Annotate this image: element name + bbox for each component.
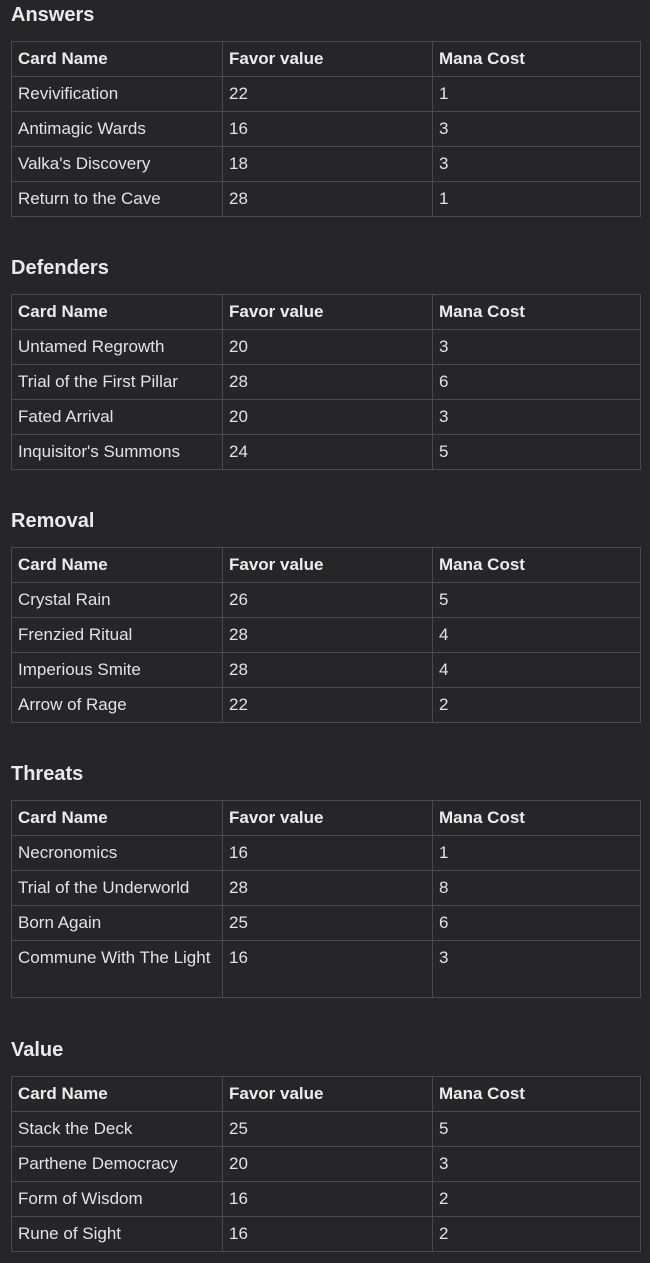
cards-table bbox=[11, 1076, 641, 1252]
table-row bbox=[12, 77, 641, 112]
favor-value-cell: 22 bbox=[223, 77, 433, 112]
cards-table bbox=[11, 800, 641, 998]
card-name-cell: Frenzied Ritual bbox=[12, 618, 223, 653]
cards-table bbox=[11, 41, 641, 217]
header-card-name: Card Name bbox=[12, 1077, 223, 1112]
table-row bbox=[12, 330, 641, 365]
card-name-cell: Born Again bbox=[12, 906, 223, 941]
header-favor-value: Favor value bbox=[223, 42, 433, 77]
header-favor-value: Favor value bbox=[223, 1077, 433, 1112]
mana-cost-cell: 3 bbox=[433, 330, 641, 365]
favor-value-cell: 28 bbox=[223, 365, 433, 400]
table-header-row bbox=[12, 42, 641, 77]
favor-value-cell: 16 bbox=[223, 836, 433, 871]
favor-value-cell: 26 bbox=[223, 583, 433, 618]
table-row bbox=[12, 365, 641, 400]
table-row bbox=[12, 871, 641, 906]
cards-table bbox=[11, 547, 641, 723]
favor-value-cell: 16 bbox=[223, 1182, 433, 1217]
mana-cost-cell: 6 bbox=[433, 906, 641, 941]
mana-cost-cell: 5 bbox=[433, 435, 641, 470]
favor-value-cell: 16 bbox=[223, 112, 433, 147]
header-favor-value: Favor value bbox=[223, 295, 433, 330]
table-row bbox=[12, 618, 641, 653]
favor-value-cell: 25 bbox=[223, 906, 433, 941]
table-row bbox=[12, 1147, 641, 1182]
header-mana-cost: Mana Cost bbox=[433, 801, 641, 836]
table-row bbox=[12, 112, 641, 147]
card-name-cell: Necronomics bbox=[12, 836, 223, 871]
section-title: Removal bbox=[11, 510, 95, 532]
card-name-cell: Arrow of Rage bbox=[12, 688, 223, 723]
mana-cost-cell: 5 bbox=[433, 583, 641, 618]
mana-cost-cell: 5 bbox=[433, 1112, 641, 1147]
table-row bbox=[12, 400, 641, 435]
mana-cost-cell: 1 bbox=[433, 182, 641, 217]
section-title: Threats bbox=[11, 763, 84, 785]
header-card-name: Card Name bbox=[12, 548, 223, 583]
favor-value-cell: 18 bbox=[223, 147, 433, 182]
mana-cost-cell: 1 bbox=[433, 77, 641, 112]
card-name-cell: Trial of the Underworld bbox=[12, 871, 223, 906]
favor-value-cell: 28 bbox=[223, 871, 433, 906]
header-mana-cost: Mana Cost bbox=[433, 1077, 641, 1112]
favor-value-cell: 22 bbox=[223, 688, 433, 723]
mana-cost-cell: 2 bbox=[433, 1182, 641, 1217]
favor-value-cell: 16 bbox=[223, 941, 433, 998]
favor-value-cell: 20 bbox=[223, 330, 433, 365]
card-name-cell: Untamed Regrowth bbox=[12, 330, 223, 365]
table-row bbox=[12, 836, 641, 871]
section-threats bbox=[11, 759, 640, 998]
section-answers bbox=[11, 0, 640, 217]
table-row bbox=[12, 1112, 641, 1147]
table-row bbox=[12, 583, 641, 618]
favor-value-cell: 20 bbox=[223, 400, 433, 435]
mana-cost-cell: 4 bbox=[433, 653, 641, 688]
mana-cost-cell: 2 bbox=[433, 688, 641, 723]
favor-value-cell: 24 bbox=[223, 435, 433, 470]
table-header-row bbox=[12, 295, 641, 330]
mana-cost-cell: 3 bbox=[433, 400, 641, 435]
cards-table bbox=[11, 294, 641, 470]
mana-cost-cell: 3 bbox=[433, 1147, 641, 1182]
header-card-name: Card Name bbox=[12, 801, 223, 836]
favor-value-cell: 28 bbox=[223, 653, 433, 688]
card-name-cell: Rune of Sight bbox=[12, 1217, 223, 1252]
header-card-name: Card Name bbox=[12, 42, 223, 77]
favor-value-cell: 25 bbox=[223, 1112, 433, 1147]
section-title: Answers bbox=[11, 4, 95, 26]
table-row bbox=[12, 941, 641, 998]
section-title: Defenders bbox=[11, 257, 109, 279]
section-title: Value bbox=[11, 1039, 64, 1061]
table-row bbox=[12, 906, 641, 941]
header-favor-value: Favor value bbox=[223, 548, 433, 583]
card-name-cell: Stack the Deck bbox=[12, 1112, 223, 1147]
table-row bbox=[12, 653, 641, 688]
section-removal bbox=[11, 506, 640, 723]
header-mana-cost: Mana Cost bbox=[433, 295, 641, 330]
table-row bbox=[12, 435, 641, 470]
table-row bbox=[12, 182, 641, 217]
card-name-cell: Parthene Democracy bbox=[12, 1147, 223, 1182]
card-name-cell: Commune With The Light bbox=[12, 941, 223, 998]
table-header-row bbox=[12, 1077, 641, 1112]
mana-cost-cell: 3 bbox=[433, 147, 641, 182]
header-card-name: Card Name bbox=[12, 295, 223, 330]
mana-cost-cell: 8 bbox=[433, 871, 641, 906]
card-name-cell: Form of Wisdom bbox=[12, 1182, 223, 1217]
favor-value-cell: 28 bbox=[223, 618, 433, 653]
card-name-cell: Crystal Rain bbox=[12, 583, 223, 618]
mana-cost-cell: 3 bbox=[433, 941, 641, 998]
table-row bbox=[12, 1182, 641, 1217]
table-header-row bbox=[12, 548, 641, 583]
card-name-cell: Valka's Discovery bbox=[12, 147, 223, 182]
card-name-cell: Fated Arrival bbox=[12, 400, 223, 435]
section-value bbox=[11, 1035, 640, 1252]
table-header-row bbox=[12, 801, 641, 836]
table-row bbox=[12, 1217, 641, 1252]
favor-value-cell: 28 bbox=[223, 182, 433, 217]
header-favor-value: Favor value bbox=[223, 801, 433, 836]
mana-cost-cell: 2 bbox=[433, 1217, 641, 1252]
card-name-cell: Return to the Cave bbox=[12, 182, 223, 217]
table-row bbox=[12, 688, 641, 723]
favor-value-cell: 20 bbox=[223, 1147, 433, 1182]
header-mana-cost: Mana Cost bbox=[433, 548, 641, 583]
mana-cost-cell: 6 bbox=[433, 365, 641, 400]
mana-cost-cell: 1 bbox=[433, 836, 641, 871]
favor-value-cell: 16 bbox=[223, 1217, 433, 1252]
section-defenders bbox=[11, 253, 640, 470]
mana-cost-cell: 3 bbox=[433, 112, 641, 147]
header-mana-cost: Mana Cost bbox=[433, 42, 641, 77]
mana-cost-cell: 4 bbox=[433, 618, 641, 653]
card-name-cell: Revivification bbox=[12, 77, 223, 112]
card-name-cell: Imperious Smite bbox=[12, 653, 223, 688]
card-name-cell: Inquisitor's Summons bbox=[12, 435, 223, 470]
card-name-cell: Trial of the First Pillar bbox=[12, 365, 223, 400]
card-name-cell: Antimagic Wards bbox=[12, 112, 223, 147]
table-row bbox=[12, 147, 641, 182]
